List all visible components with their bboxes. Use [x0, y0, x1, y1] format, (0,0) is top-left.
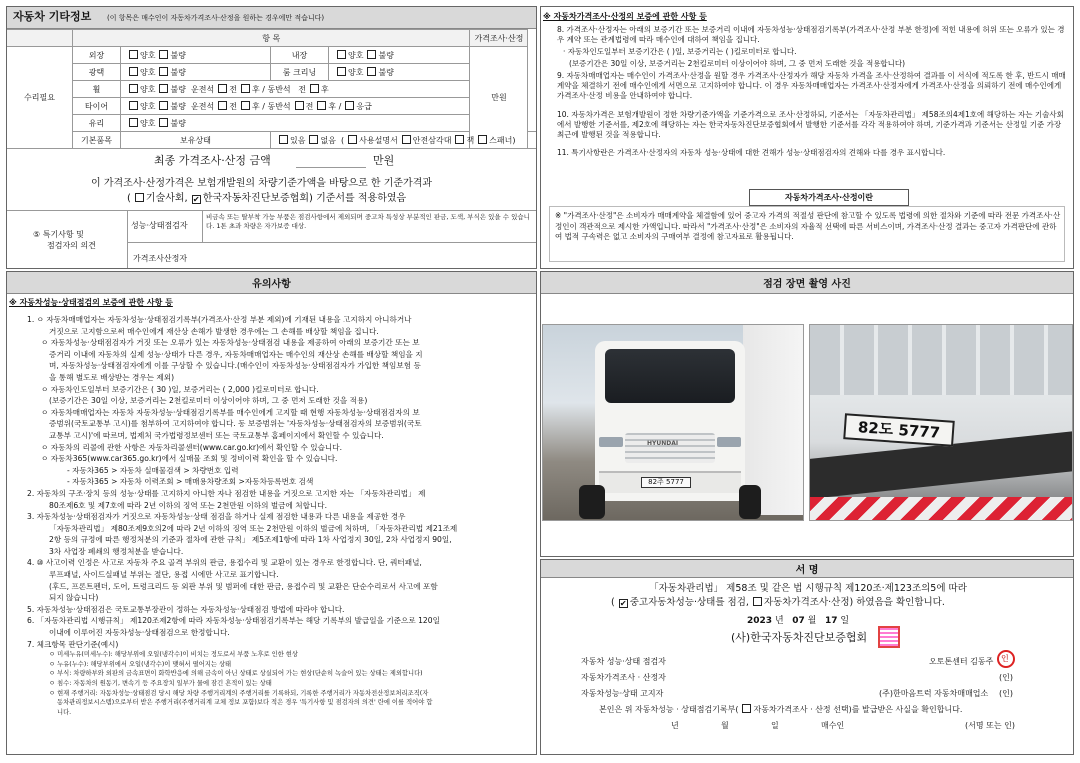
issue-month: 07 — [792, 616, 805, 626]
other-info-note: (이 항목은 매수인이 자동차가격조사·산정을 원하는 경우에만 적습니다) — [107, 14, 325, 22]
basis-options: ( 기술사회, ✔ 한국자동차진단보증협회) 기준서를 적용하였음 — [127, 193, 407, 204]
notice-line: 니다. — [57, 708, 72, 716]
row-exterior: 외장 — [73, 47, 121, 64]
special-divider — [7, 210, 536, 211]
notice-line: 3차 사업장 폐쇄의 행정처분을 받습니다. — [49, 546, 184, 556]
inspector-sign-label: 자동차 성능·상태 점검자 — [581, 657, 666, 666]
truck-wheel-left — [579, 485, 605, 519]
notice-line: - 자동차365 > 자동차 실매물검색 > 차량번호 입력 — [67, 465, 239, 475]
buyer-appraisal-checkbox[interactable] — [742, 704, 751, 713]
final-price-unit: 만원 — [373, 154, 395, 167]
appraiser-sign-mark: (인) — [999, 673, 1013, 682]
truck-badge: HYUNDAI — [647, 440, 679, 447]
association-name: (사)한국자동차진단보증협회 — [731, 631, 868, 644]
buyer-confirm-line: 본인은 위 자동차성능 · 상태점검기록부( 자동차가격조사 · 산정 선택)를 발급받은 사실을 확인합니다. — [599, 705, 963, 714]
tire-front-checkbox[interactable] — [295, 101, 304, 110]
issue-day: 17 — [824, 616, 838, 626]
wheel-bad-checkbox[interactable] — [159, 84, 168, 93]
col-item-header: 항 목 — [73, 30, 470, 47]
row-room-cleaning: 룸 크리닝 — [271, 64, 329, 81]
glass-good-checkbox[interactable] — [129, 118, 138, 127]
front-plate: 82주 5777 — [641, 477, 691, 488]
special-vdiv2 — [202, 210, 203, 242]
row-tire: 타이어 — [73, 98, 121, 115]
notice-line: 동차관리정보시스템)으로부터 받은 주행거리(주행거리계 교체 정보 포함)보다 적은 경우 '특기사항 및 점검자의 의견' 란에 이를 적어야 합 — [57, 699, 433, 707]
notice-line: 2항 등의 규정에 따른 행정처분의 기준과 절차에 관한 규칙」 제5조제1항에 따라 1차 사업정지 30일, 2차 사업정지 90일, — [49, 535, 452, 545]
other-info-panel — [6, 6, 537, 269]
notice-line: ㅇ 부식: 차량하부와 외판의 금속표면이 화학반응에 의해 금속이 아닌 상태로 상실되어 가는 현상(단순히 녹슬어 있는 상태는 제외합니다) — [49, 670, 423, 678]
interior-bad-checkbox[interactable] — [367, 50, 376, 59]
wheel-driver-front-checkbox[interactable] — [218, 84, 227, 93]
basic-group-label: 기본품목 — [73, 132, 121, 149]
gloss-good-checkbox[interactable] — [129, 67, 138, 76]
inspector-sign-name: 오토톤센터 김동주 — [929, 657, 994, 666]
notice-line: ㅇ 자동차인도일부터 보증기간은 ( 30 )일, 보증거리는 ( 2,000 )킬로미터로 합니다. — [41, 384, 319, 394]
buyer-date-year: 년 — [671, 721, 679, 730]
photos-panel — [540, 271, 1074, 557]
buyer-date-month: 월 — [721, 721, 729, 730]
notice-line: 교통부 고시)'에 따르며, 법제처 국가법령정보센터 또는 국토교통부 홈페이지에서 확인할 수 있습니다. — [49, 430, 384, 440]
notice-line: 거짓으로 고지함으로써 매수인에게 재산상 손해가 발생한 경우에는 그 손해를 배상할 책임을 집니다. — [49, 326, 379, 336]
notice-line: ㅇ 침수: 자동차의 원동기, 변속기 등 주요장치 일부가 물에 잠긴 흔적이 있는 상태 — [49, 680, 272, 687]
wheel-driver-rear-checkbox[interactable] — [241, 84, 250, 93]
inspector-opinion-label: 성능·상태점검자 — [131, 221, 188, 230]
appraiser-sign-label: 자동차가격조사 · 산정자 — [581, 673, 666, 682]
notice-line: - 자동차365 > 자동차 이력조회 > 매매용차량조회 >자동차등록번호 검색 — [67, 477, 314, 487]
notice-line: 이내에 이루어진 자동차성능·상태점검으로 한정합니다. — [49, 628, 230, 638]
notice-line: 증범위(국토교통부 고시)를 첨부하여 고지하여야 합니다. 동 보증범위는 '자동차성능·상태점검자의 보증범위(국토 — [49, 419, 422, 429]
repair-table: 항 목 가격조사·산정 수리필요 외장 양호 불량 내장 양호 불량 만원 광택 양호 불량 룸 크리닝 양호 불량 휠 양호 불량 운전석 전 후 / 동반석 전 후 타이어 양호 불량 운전석 전 후 / 동반석 전 후 / 응급 유리 양호 불량 기본품목 보유상태 있음 없음 ( 사용설명서 안전삼각대 잭 스패너) — [6, 29, 537, 149]
buyer-signature-field[interactable] — [859, 716, 959, 732]
appraiser-opinion-label: 가격조사산정자 — [133, 254, 188, 263]
issue-year: 2023 — [747, 616, 773, 626]
issue-date: 2023 년 07 월 17 일 — [747, 616, 850, 626]
notice-line: 1. ㅇ 자동차매매업자는 자동차성능·상태점검기록부(가격조사·산정 부분 제외)에 기재된 내용을 고지하지 아니하거나 — [27, 315, 412, 324]
jack-checkbox[interactable] — [455, 135, 464, 144]
price-unit: 만원 — [470, 47, 528, 149]
special-label-1: ⑤ 특기사항 및 — [33, 230, 84, 239]
definition-title: 자동차가격조사·산정이란 — [749, 189, 909, 206]
notice-line: 증거리 이내에 자동차의 실제 성능·상태가 다른 경우, 자동차매매업자는 매수인의 재산상 손해를 배상할 책임을 지 — [49, 349, 423, 359]
other-info-title: 자동차 기타정보 — [13, 10, 92, 23]
pg-item10: 10. 자동차가격은 보험개발원이 정한 차량기준가액을 기준가격으로 조사·산정하되, 기준서는 「자동차관리법」 제58조의4제1호에 해당하는 자는 기술사회에서 발행한 기준서를, 제2호에 해당하는 자는 한국자동차진단보증협회에서 발행한 기준서를 각각 적용하여야 하며, 기준가격과 기준서는 산정일 기준 가장 최근에 발행된 것을 적용합니다. — [557, 110, 1064, 139]
notice-line: ㅇ 현재 주행거리: 자동차성능·상태점검 당시 해당 차량 주행거리계의 주행거리를 기록하되, 기록한 주행거리가 자동차전산정보처리조직(자 — [49, 689, 429, 697]
notice-line: (후드, 프론트펜더, 도어, 트렁크리드 등 외판 부위 및 범퍼에 대한 판금, 용접수리 및 교환은 단순수리로서 사고에 포함 — [49, 581, 438, 591]
room-good-checkbox[interactable] — [337, 67, 346, 76]
final-price-field[interactable] — [296, 152, 366, 168]
tire-rear-checkbox[interactable] — [317, 101, 326, 110]
notice-line: 3. 자동차성능·상태점검자가 거짓으로 자동차성능·상태 점검을 하거나 실제 점검한 내용과 다른 내용을 제공한 경우 — [27, 512, 406, 522]
association-seal-icon — [878, 626, 900, 648]
truck-windshield — [605, 349, 735, 403]
truck-headlight-right — [717, 437, 741, 447]
triangle-checkbox[interactable] — [402, 135, 411, 144]
photos-header: 점검 장면 촬영 사진 — [541, 272, 1073, 294]
truck-headlight-left — [599, 437, 623, 447]
wheel-good-checkbox[interactable] — [129, 84, 138, 93]
truck-wheel-right — [739, 485, 761, 519]
notifier-sign-mark: (인) — [999, 689, 1013, 698]
final-price-label: 최종 가격조사·산정 금액 — [154, 154, 271, 167]
notice-line: 되지 않습니다) — [49, 593, 99, 603]
rear-stripe — [810, 497, 1073, 521]
notices-body — [27, 314, 532, 752]
tire-bad-checkbox[interactable] — [159, 101, 168, 110]
rear-plate: 82도 5777 — [843, 413, 955, 447]
repair-group-label: 수리필요 — [7, 47, 73, 149]
notice-line: 루프패널, 사이드실패널 부위는 절단, 용접 시에만 사고로 표기합니다. — [49, 570, 279, 580]
notice-line: 며, 자동차성능·상태점검자에게 이를 구상할 수 있습니다.(매수인이 자동차성능·상태점검자가 가입한 책임보험 등 — [49, 361, 421, 371]
basis-line: 이 가격조사·산정가격은 보험개발원의 차량기준가액을 바탕으로 한 기준가격과 — [91, 178, 433, 189]
notice-line: ㅇ 자동차매매업자는 자동차 자동차성능·상태점검기록부를 매수인에게 고지할 때 현행 자동차성능·상태점검자의 보 — [41, 407, 420, 417]
notice-line: 80조제6호 및 제7호에 따라 2년 이하의 징역 또는 2천만원 이하의 벌금에 처합니다. — [49, 500, 328, 510]
exterior-bad-checkbox[interactable] — [159, 50, 168, 59]
row-interior: 내장 — [271, 47, 329, 64]
signature-header: 서 명 — [541, 560, 1073, 578]
owned-have-checkbox[interactable] — [279, 135, 288, 144]
buyer-date-day: 일 — [771, 721, 779, 730]
special-label-2: 점검자의 의견 — [47, 241, 96, 250]
notice-line: 2. 자동차의 구조·장치 등의 성능·상태를 고지하지 아니한 자나 점검한 내용을 거짓으로 고지한 자는 「자동차관리법」 제 — [27, 488, 426, 498]
basis-kaida-checkbox[interactable]: ✔ — [192, 195, 200, 204]
notice-line: (보증기간은 30일 이상, 보증거리는 2천킬로미터 이상이어야 하며, 그 중 먼저 도래한 것을 적용) — [49, 396, 368, 406]
tire-emergency-checkbox[interactable] — [345, 101, 354, 110]
pg-item8a: · 자동차인도일부터 보증기간은 ( )일, 보증거리는 ( )킬로미터로 합니다. — [563, 47, 797, 56]
interior-good-checkbox[interactable] — [337, 50, 346, 59]
gloss-bad-checkbox[interactable] — [159, 67, 168, 76]
tire-good-checkbox[interactable] — [129, 101, 138, 110]
notices-header: 유의사항 — [7, 272, 536, 294]
notice-line: 을 통해 별도로 배상받는 경우는 제외) — [49, 372, 175, 382]
front-truck-photo — [542, 324, 804, 521]
confirm-appraisal-checkbox[interactable] — [753, 597, 762, 606]
col-price-header: 가격조사·산정 — [470, 30, 528, 47]
rear-panel — [810, 325, 1073, 395]
manual-checkbox[interactable] — [348, 135, 357, 144]
notices-subtitle: ※ 자동차성능·상태점검의 보증에 관한 사항 등 — [9, 298, 173, 307]
notice-line: ㅇ 미세누유(미세누수): 해당부위에 오일(냉각수)이 비치는 정도로서 부품 노후로 인한 현상 — [49, 651, 298, 659]
confirm-inspection-checkbox[interactable]: ✔ — [619, 599, 627, 608]
tire-driver-rear-checkbox[interactable] — [241, 101, 250, 110]
price-guarantee-title: ※ 자동차가격조사·산정의 보증에 관한 사항 등 — [543, 12, 707, 21]
pg-item8: 8. 가격조사·산정자는 아래의 보증기간 또는 보증거리 이내에 자동차성능·상태점검기록부(가격조사·산정 부분 한정)에 적힌 내용에 허위 또는 오류가 있는 경우 계약 또는 관계법령에 따라 매수인에 대하여 책임을 집니다. — [557, 25, 1065, 44]
notice-line: 「자동차관리법」 제80조제9호의2에 따라 2년 이하의 징역 또는 2천만원 이하의 벌금에 처하며, 「자동차관리법 제21조제 — [49, 523, 458, 533]
confirm-line: ( ✔ 중고자동차성능·상태를 점검, 자동차가격조사·산정) 하였음을 확인합니다. — [611, 597, 945, 608]
rear-plate-photo — [809, 324, 1073, 521]
spanner-checkbox[interactable] — [478, 135, 487, 144]
signature-panel — [540, 559, 1074, 755]
room-bad-checkbox[interactable] — [367, 67, 376, 76]
notices-panel — [6, 271, 537, 755]
special-vdiv — [127, 210, 128, 268]
basis-tech-checkbox[interactable] — [135, 193, 144, 202]
notice-line: ㅇ 자동차성능·상태점검자가 거짓 또는 오류가 있는 자동차성능·상태점검 내용을 제공하여 아래의 보증기간 또는 보 — [41, 338, 420, 348]
exterior-good-checkbox[interactable] — [129, 50, 138, 59]
buyer-sign-mark: (서명 또는 인) — [965, 721, 1015, 730]
special-hdiv — [127, 242, 536, 243]
inspector-seal-text: 인 — [1001, 654, 1009, 663]
glass-bad-checkbox[interactable] — [159, 118, 168, 127]
notice-line: 5. 자동차성능·상태점검은 국토교통부장관이 정하는 자동차성능·상태점검 방법에 따라야 합니다. — [27, 604, 345, 614]
inspector-opinion-text: 비금속 또는 탈부착 가능 부품은 점검사항에서 제외되며 중고차 특성상 부분적인 판금, 도색, 부식은 있을 수 있습니다. 1톤 초과 차량은 자가보증 대상. — [206, 213, 530, 230]
wheel-passenger-rear-checkbox[interactable] — [310, 84, 319, 93]
price-guarantee-panel — [540, 6, 1074, 269]
notice-line: ㅇ 자동차365(www.car365.go.kr)에서 실매물 조회 및 정비이력 확인을 할 수 있습니다. — [41, 454, 338, 464]
row-wheel: 휠 — [73, 81, 121, 98]
notice-line: ㅇ 누유(누수): 해당부위에서 오일(냉각수)이 맺혀서 떨어지는 상태 — [49, 660, 232, 668]
definition-text: ※ "가격조사·산정"은 소비자가 매매계약을 체결함에 있어 중고자 가격의 적절성 판단에 참고할 수 있도록 법령에 의한 절차와 기준에 따라 전문 가격조사·산정인이 객관적으로 제시한 가액입니다. 따라서 "가격조사·산정"은 소비자의 자율적 선택에 따른 서비스이며, 가격조사·산정 결과는 중고자 가격판단에 관하여 법적 구속력은 없고 소비자의 구매여부 결정에 참고자료로 활용됩니다. — [555, 211, 1061, 241]
pg-item8b: (보증기간은 30일 이상, 보증거리는 2천킬로미터 이상이어야 하며, 그 중 먼저 도래한 것을 적용합니다) — [569, 59, 906, 68]
notifier-sign-name: (주)한마음트럭 자동차매매업소 — [879, 689, 989, 698]
notice-line: 4. ⑩ 사고이력 인정은 사고로 자동차 주요 골격 부위의 판금, 용접수리 및 교환이 있는 경우로 한정합니다. 단, 쿼터패널, — [27, 558, 422, 568]
owned-none-checkbox[interactable] — [309, 135, 318, 144]
pg-item11: 11. 특기사항란은 가격조사·산정자의 자동차 성능·상태에 대한 견해가 성능·상태점검자의 견해와 다를 경우 표시합니다. — [557, 148, 946, 157]
buyer-label: 매수인 — [821, 721, 845, 730]
row-glass: 유리 — [73, 115, 121, 132]
notice-line: ㅇ 자동차의 리콜에 관한 사항은 자동차리콜센터(www.car.go.kr)에서 확인할 수 있습니다. — [41, 442, 342, 452]
row-gloss: 광택 — [73, 64, 121, 81]
notice-line: 6. 「자동차관리법 시행규칙」 제120조제2항에 따라 자동차성능·상태점검기록부는 해당 기록부의 발급일을 기준으로 120일 — [27, 616, 440, 626]
pg-item9: 9. 자동차매매업자는 매수인이 가격조사·산정을 원할 경우 가격조사·산정자가 해당 자동차 가격을 조사·산정하여 결과를 이 서식에 적도록 한 후, 반드시 매매계약을 체결하기 전에 매수인에게 서면으로 고지하여야 합니다. 이 경우 자동차매매업자는 가격조사·산정자에게 가격조사·산정을 의뢰하기 전에 매수인에게 가격조사·산정 비용을 안내하여야 합니다. — [557, 71, 1066, 100]
notifier-sign-label: 자동차성능·상태 고지자 — [581, 689, 664, 698]
notice-line: 7. 체크항목 판단기준(예시) — [27, 639, 119, 649]
law-line: 「자동차관리법」 제58조 및 같은 법 시행규칙 제120조·제123조의5에 따라 — [649, 583, 967, 594]
row-owned: 보유상태 — [121, 132, 271, 149]
tire-driver-front-checkbox[interactable] — [218, 101, 227, 110]
